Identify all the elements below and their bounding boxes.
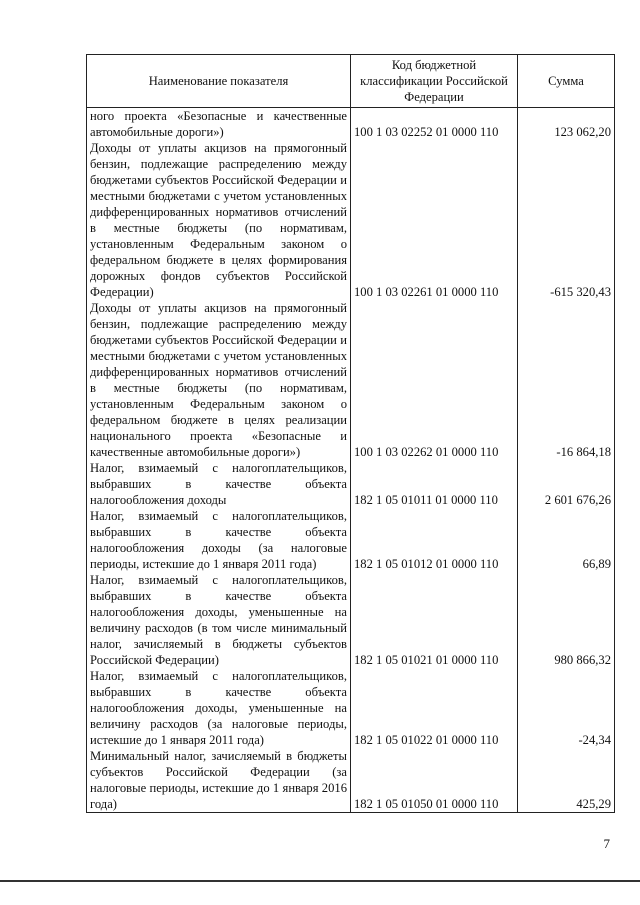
row-name: Доходы от уплаты акцизов на прямогонный бензин, подлежащие распределению между бюджетами субъектов Российской Федерации и местными бюджетами с учетом установленных дифференцированных нормативов отчислений в местные бюджеты (по нормативам, установленным Федеральным законом о федеральном бюджете в целях реализации национального проекта «Безопасные и качественные автомобильные дороги»)	[87, 300, 351, 460]
row-sum: 66,89	[518, 508, 615, 572]
row-name: Налог, взимаемый с налогоплательщиков, выбравших в качестве объекта налогообложения доходы	[87, 460, 351, 508]
bottom-divider	[0, 880, 640, 882]
table-header-row	[87, 55, 615, 108]
table-row	[87, 460, 615, 508]
table-row	[87, 300, 615, 460]
row-code: 100 1 03 02252 01 0000 110	[351, 108, 518, 141]
row-name: Минимальный налог, зачисляемый в бюджеты субъектов Российской Федерации (за налоговые периоды, истекшие до 1 января 2016 года)	[87, 748, 351, 813]
header-name: Наименование показателя	[87, 55, 351, 108]
row-sum: 980 866,32	[518, 572, 615, 668]
table-row	[87, 140, 615, 300]
row-name: Налог, взимаемый с налогоплательщиков, выбравших в качестве объекта налогообложения доходы, уменьшенные на величину расходов (за налоговые периоды, истекшие до 1 января 2011 года)	[87, 668, 351, 748]
row-code: 182 1 05 01012 01 0000 110	[351, 508, 518, 572]
table-row	[87, 508, 615, 572]
row-code: 182 1 05 01011 01 0000 110	[351, 460, 518, 508]
row-name: ного проекта «Безопасные и качественные автомобильные дороги»)	[87, 108, 351, 141]
table-row	[87, 572, 615, 668]
table-row	[87, 668, 615, 748]
row-sum: -16 864,18	[518, 300, 615, 460]
row-sum: -24,34	[518, 668, 615, 748]
table-row	[87, 108, 615, 141]
row-name: Налог, взимаемый с налогоплательщиков, выбравших в качестве объекта налогообложения доходы, уменьшенные на величину расходов (в том числе минимальный налог, зачисляемый в бюджеты субъектов Российской Федерации)	[87, 572, 351, 668]
row-name: Доходы от уплаты акцизов на прямогонный бензин, подлежащие распределению между бюджетами субъектов Российской Федерации и местными бюджетами с учетом установленных дифференцированных нормативов отчислений в местные бюджеты (по нормативам, установленным Федеральным законом о федеральном бюджете в целях формирования дорожных фондов субъектов Российской Федерации)	[87, 140, 351, 300]
budget-table	[86, 54, 615, 813]
row-name: Налог, взимаемый с налогоплательщиков, выбравших в качестве объекта налогообложения доходы (за налоговые периоды, истекшие до 1 января 2011 года)	[87, 508, 351, 572]
row-sum: 123 062,20	[518, 108, 615, 141]
row-sum: 2 601 676,26	[518, 460, 615, 508]
row-sum: 425,29	[518, 748, 615, 813]
row-code: 100 1 03 02261 01 0000 110	[351, 140, 518, 300]
header-sum: Сумма	[518, 55, 615, 108]
row-code: 182 1 05 01021 01 0000 110	[351, 572, 518, 668]
header-code: Код бюджетной классификации Российской Федерации	[351, 55, 518, 108]
page-number: 7	[603, 836, 610, 851]
row-code: 182 1 05 01050 01 0000 110	[351, 748, 518, 813]
row-code: 100 1 03 02262 01 0000 110	[351, 300, 518, 460]
table-row	[87, 748, 615, 813]
row-code: 182 1 05 01022 01 0000 110	[351, 668, 518, 748]
row-sum: -615 320,43	[518, 140, 615, 300]
